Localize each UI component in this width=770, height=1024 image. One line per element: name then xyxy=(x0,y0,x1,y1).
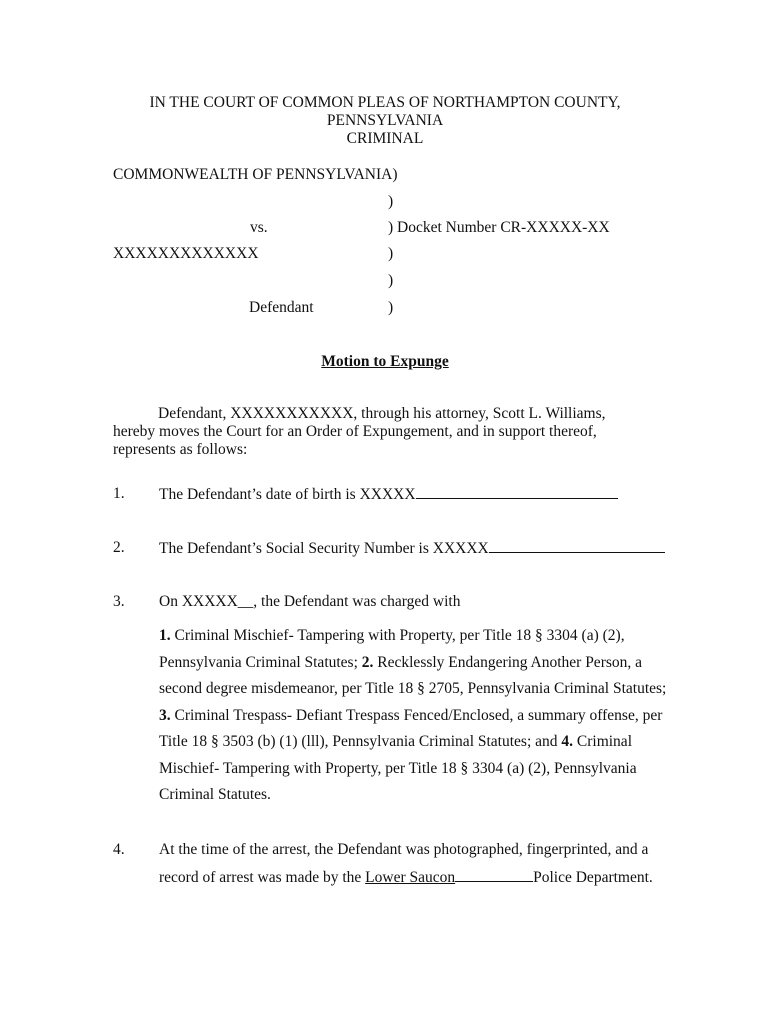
item-text xyxy=(159,538,665,559)
charge-number: 1. xyxy=(159,627,171,644)
caption-defendant-label: Defendant xyxy=(249,299,314,316)
item-text-content: The Defendant’s Social Security Number is XXXXX xyxy=(159,540,489,557)
motion-title: Motion to Expunge xyxy=(321,353,449,370)
charges-paragraph xyxy=(159,623,669,809)
caption-plaintiff: COMMONWEALTH OF PENNSYLVANIA) xyxy=(113,166,398,183)
item-text-suffix: Police Department. xyxy=(533,869,653,886)
charge-text: Criminal Mischief- Tampering with Property, per Title 18 § 3304 (a) (2), Pennsylvania Criminal Statutes; xyxy=(159,627,625,671)
intro-paragraph xyxy=(113,405,643,459)
caption-docket: ) Docket Number CR-XXXXX-XX xyxy=(388,219,610,236)
caption-defendant-name: XXXXXXXXXXXXX xyxy=(113,245,259,262)
caption-paren: ) xyxy=(388,245,394,262)
court-header-line3: CRIMINAL xyxy=(346,130,424,147)
item-text-line2 xyxy=(159,867,653,888)
police-department-name: Lower Saucon xyxy=(365,869,456,886)
charge-number: 2. xyxy=(361,653,374,671)
item-text-content: The Defendant’s date of birth is XXXXX xyxy=(159,486,416,503)
item-number: 3. xyxy=(113,593,125,610)
charge-text: Criminal Mischief- Tampering with Property, per Title 18 § 3304 (a) (2), Pennsylvania Criminal Statutes. xyxy=(159,733,637,803)
item-number: 2. xyxy=(113,539,125,556)
charge-text: Recklessly Endangering Another Person, a second degree misdemeanor, per Title 18 § 2705, Pennsylvania Criminal Statutes; xyxy=(159,653,667,697)
court-header-line2: PENNSYLVANIA xyxy=(326,112,444,129)
item-text: At the time of the arrest, the Defendant was photographed, fingerprinted, and a xyxy=(159,841,649,858)
court-header-line1: IN THE COURT OF COMMON PLEAS OF NORTHAMPTON COUNTY, xyxy=(149,94,621,111)
item-number: 4. xyxy=(113,841,125,858)
fill-in-blank xyxy=(455,867,533,882)
item-number: 1. xyxy=(113,485,125,502)
item-text-prefix: record of arrest was made by the xyxy=(159,869,366,886)
item-text xyxy=(159,484,618,505)
intro-text: Defendant, XXXXXXXXXXX, through his attorney, Scott L. Williams, hereby moves the Court for an Order of Expungement, and in support thereof, represents as follows: xyxy=(113,405,606,458)
fill-in-blank xyxy=(489,538,665,553)
caption-paren: ) xyxy=(388,193,394,210)
fill-in-blank xyxy=(416,484,618,499)
caption-vs: vs. xyxy=(250,219,268,236)
charge-number: 4. xyxy=(561,733,574,750)
caption-paren: ) xyxy=(388,272,394,289)
charge-text: Criminal Trespass- Defiant Trespass Fenced/Enclosed, a summary offense, per Title 18 § 3503 (b) (1) (lll), Pennsylvania Criminal Statutes; and xyxy=(159,706,663,750)
item-text: On XXXXX__, the Defendant was charged with xyxy=(159,593,461,610)
charge-number: 3. xyxy=(159,706,171,724)
caption-paren: ) xyxy=(388,299,394,316)
